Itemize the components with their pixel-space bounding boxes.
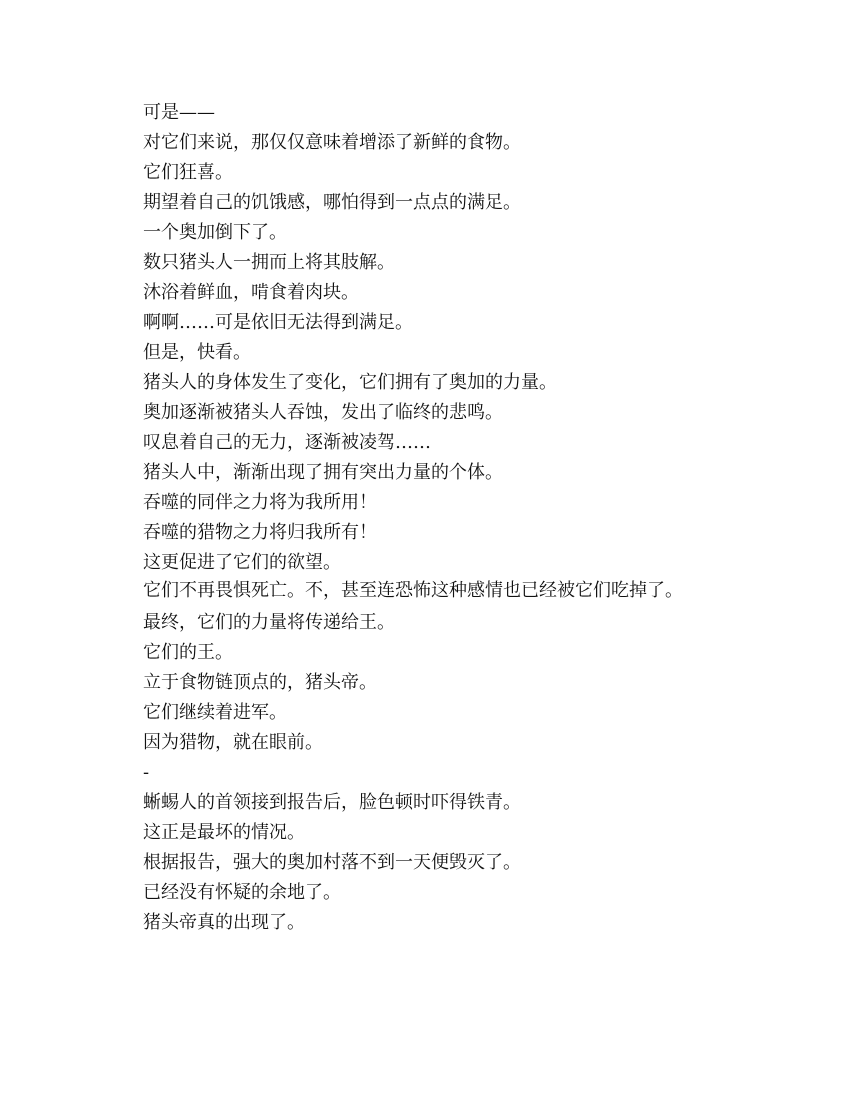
- paragraph: 吞噬的猎物之力将归我所有！: [143, 522, 377, 543]
- paragraph: 这正是最坏的情况。: [143, 822, 305, 843]
- paragraph: 吞噬的同伴之力将为我所用！: [143, 492, 377, 513]
- paragraph: 但是，快看。: [143, 342, 251, 363]
- paragraph: 蜥蜴人的首领接到报告后，脸色顿时吓得铁青。: [143, 792, 521, 813]
- paragraph: 奥加逐渐被猪头人吞蚀，发出了临终的悲鸣。: [143, 402, 503, 423]
- document-page: [105, 98, 745, 938]
- paragraph: 啊啊……可是依旧无法得到满足。: [143, 312, 413, 333]
- paragraph: 它们的王。: [143, 642, 233, 663]
- paragraph: 因为猎物，就在眼前。: [143, 732, 323, 753]
- paragraph: 立于食物链顶点的，猪头帝。: [143, 672, 377, 693]
- paragraph: 最终，它们的力量将传递给王。: [143, 612, 395, 633]
- paragraph: 它们狂喜。: [143, 162, 233, 183]
- paragraph: 已经没有怀疑的余地了。: [143, 882, 341, 903]
- paragraph: 对它们来说，那仅仅意味着增添了新鲜的食物。: [143, 132, 521, 153]
- paragraph: 可是——: [143, 102, 215, 123]
- paragraph: 它们不再畏惧死亡。不，甚至连恐怖这种感情也已经被它们吃掉了。: [143, 580, 683, 601]
- paragraph: 猪头帝真的出现了。: [143, 912, 305, 933]
- paragraph: 数只猪头人一拥而上将其肢解。: [143, 252, 395, 273]
- paragraph: 叹息着自己的无力，逐渐被凌驾……: [143, 432, 431, 453]
- paragraph: 一个奥加倒下了。: [143, 222, 287, 243]
- scene-separator: -: [143, 762, 150, 783]
- paragraph: 它们继续着进军。: [143, 702, 287, 723]
- paragraph: 猪头人中，渐渐出现了拥有突出力量的个体。: [143, 462, 503, 483]
- paragraph: 期望着自己的饥饿感，哪怕得到一点点的满足。: [143, 192, 521, 213]
- paragraph: 沐浴着鲜血，啃食着肉块。: [143, 282, 359, 303]
- paragraph: 猪头人的身体发生了变化，它们拥有了奥加的力量。: [143, 372, 557, 393]
- paragraph: 根据报告，强大的奥加村落不到一天便毁灭了。: [143, 852, 521, 873]
- paragraph: 这更促进了它们的欲望。: [143, 552, 341, 573]
